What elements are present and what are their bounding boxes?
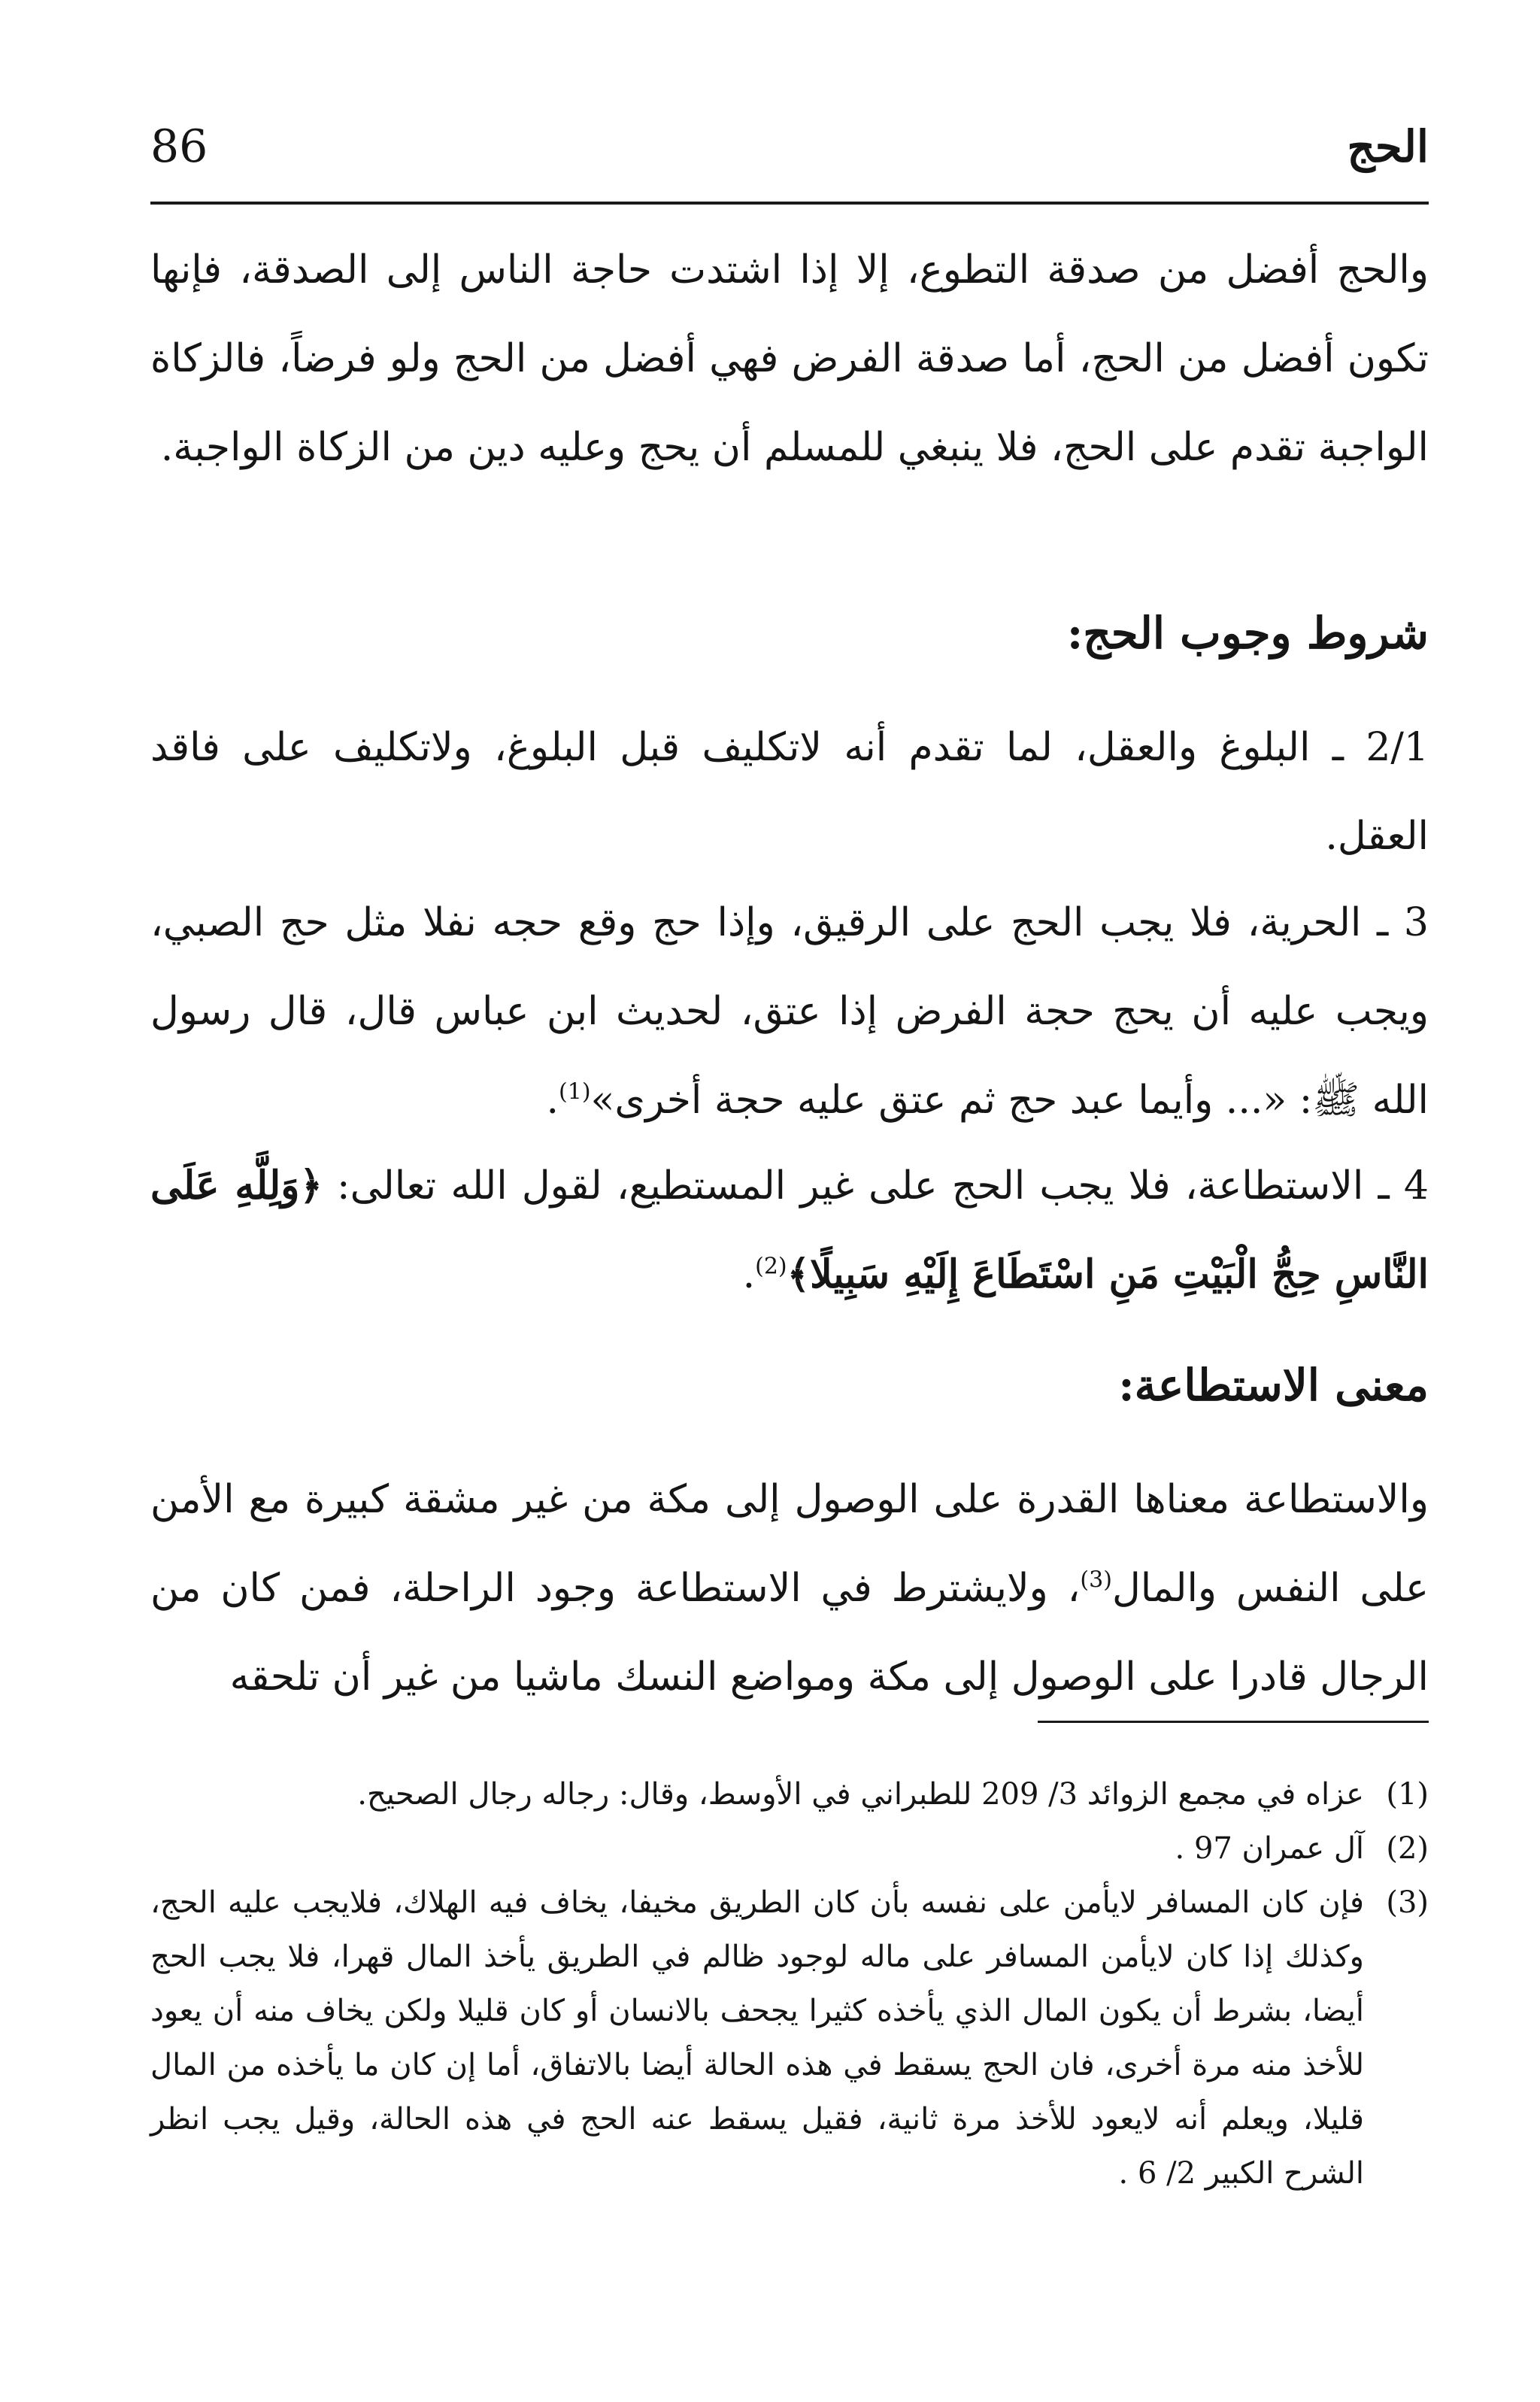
condition-3-text: 3 ـ الحرية، فلا يجب الحج على الرقيق، وإذا حج وقع حجه نفلا مثل حج الصبي، ويجب عليه أن يحج حجة الفرض إذا عتق، لحديث ابن عباس قال، قال رسول الله ﷺ: «... وأيما عبد حج ثم عتق عليه حجة أخرى» (150, 900, 1429, 1123)
footnote-1 (150, 1767, 1429, 1821)
running-head: الحج (1347, 121, 1429, 172)
footnote-text: فإن كان المسافر لايأمن على نفسه بأن كان الطريق مخيفا، يخاف فيه الهلاك، فلايجب عليه الحج، وكذلك إذا كان لايأمن المسافر على ماله لوجود ظالم في الطريق يأخذ المال قهرا، فلا يجب الحج أيضا، بشرط أن يكون المال الذي يأخذه كثيرا يجحف بالانسان أو كان قليلا ولكن يخاف منه أن يعود للأخذ منه مرة أخرى، فان الحج يسقط في هذه الحالة أيضا بالاتفاق، أما إن كان ما يأخذه من المال قليلا، ويعلم أنه لايعود للأخذ مرة ثانية، فقيل يسقط عنه الحج في هذه الحالة، وقيل يجب انظر الشرح الكبير 2/ 6 . (150, 1885, 1365, 2191)
conditions-heading: شروط وجوب الحج: (1066, 608, 1429, 659)
page-number: 86 (150, 120, 208, 173)
condition-1-2 (150, 703, 1429, 881)
footnote-text: عزاه في مجمع الزوائد 3/ 209 للطبراني في الأوسط، وقال: رجاله رجال الصحيح. (357, 1777, 1364, 1812)
footnotes (150, 1767, 1429, 2200)
istitaah-text-a: والاستطاعة معناها القدرة على الوصول إلى مكة من غير مشقة كبيرة مع الأمن على النفس والمال (150, 1477, 1429, 1611)
footnote-ref-3: (3) (1080, 1566, 1112, 1594)
condition-4-text: 4 ـ الاستطاعة، فلا يجب الحج على غير المستطيع، لقول الله تعالى: (337, 1163, 1429, 1209)
footnote-ref-2: (2) (755, 1253, 787, 1280)
footnote-number: (3) (1386, 1885, 1429, 1920)
condition-3 (150, 878, 1429, 1145)
page-header (150, 113, 1429, 180)
istitaah-text-b: ، ولايشترط في الاستطاعة وجود الراحلة، فمن كان من الرجال قادرا على الوصول إلى مكة ومواضع النسك ماشيا من غير أن تلحقه (150, 1566, 1429, 1700)
intro-block (150, 226, 1429, 492)
istitaah-block (150, 1455, 1429, 1721)
header-rule (150, 202, 1429, 205)
footnote-3 (150, 1876, 1429, 2200)
condition-4 (150, 1142, 1429, 1319)
condition-3-paragraph: 3 ـ الحرية، فلا يجب الحج على الرقيق، وإذا حج وقع حجه نفلا مثل حج الصبي، ويجب عليه أن يحج حجة الفرض إذا عتق، لحديث ابن عباس قال، قال رسول الله ﷺ: «... وأيما عبد حج ثم عتق عليه حجة أخرى»$^{(1)}$. (150, 900, 1429, 1123)
footnote-rule (1038, 1721, 1429, 1723)
footnote-number: (1) (1386, 1777, 1429, 1812)
condition-4-paragraph: 4 ـ الاستطاعة، فلا يجب الحج على غير المستطيع، لقول الله تعالى: ﴿وَلِلَّهِ عَلَى النَّاسِ حِجُّ الْبَيْتِ مَنِ اسْتَطَاعَ إِلَيْهِ سَبِيلًا﴾$^{(2)}$. (150, 1163, 1429, 1297)
footnote-ref-1: (1) (559, 1078, 591, 1105)
istitaah-heading: معنى الاستطاعة: (1118, 1360, 1429, 1411)
footnote-text: آل عمران 97 . (1175, 1831, 1364, 1866)
condition-1-2-text: 2/1 ـ البلوغ والعقل، لما تقدم أنه لاتكليف قبل البلوغ، ولاتكليف على فاقد العقل. (150, 725, 1429, 859)
footnote-number: (2) (1386, 1831, 1429, 1866)
quran-verse: ﴿وَلِلَّهِ عَلَى النَّاسِ حِجُّ الْبَيْتِ مَنِ اسْتَطَاعَ إِلَيْهِ سَبِيلًا﴾ (150, 1163, 1429, 1297)
footnote-2 (150, 1821, 1429, 1876)
intro-paragraph: والحج أفضل من صدقة التطوع، إلا إذا اشتدت حاجة الناس إلى الصدقة، فإنها تكون أفضل من الحج، أما صدقة الفرض فهي أفضل من الحج ولو فرضاً، فالزكاة الواجبة تقدم على الحج، فلا ينبغي للمسلم أن يحج وعليه دين من الزكاة الواجبة. (150, 247, 1429, 470)
istitaah-paragraph (150, 1455, 1429, 1721)
